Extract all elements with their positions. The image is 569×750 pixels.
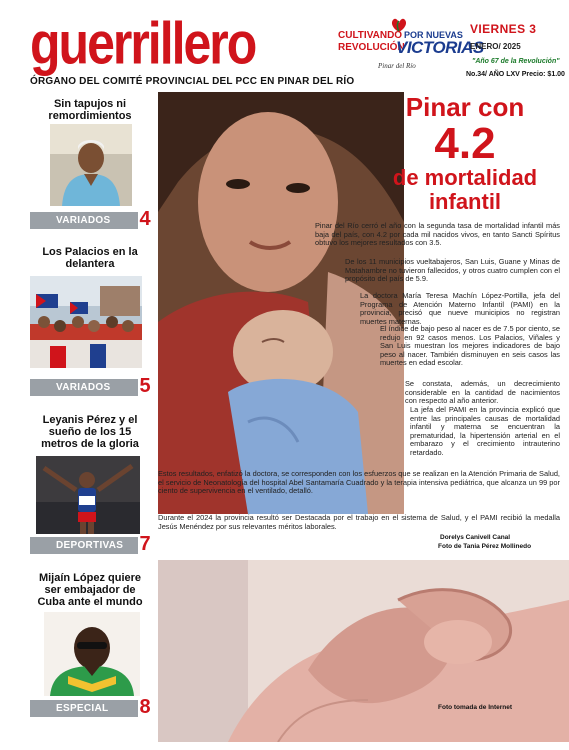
story-photo[interactable] [30, 276, 142, 368]
campaign-line4: VICTORIAS [396, 38, 484, 57]
page-number[interactable]: 4 [139, 208, 151, 230]
article-paragraph: El índice de bajo peso al nacer es de 7.5 por ciento, se redujo en 92 casos menos. Los Palacios, Viñales y San Luis muestran los mejores indicadores de bajo peso al nacer. También disminuyen en seis casos las muertes en edad escolar. [380, 324, 560, 368]
story-photo[interactable] [36, 456, 140, 534]
article-paragraph: Estos resultados, enfatizó la doctora, se corresponden con los esfuerzos que se realizan en la Atención Primaria de Salud, el servicio de Neonatología del hospital Abel Santamaría Cuadrado y la terapia intensiva pediátrica, que alcanza un 99 por ciento de supervivencia en el ventilado, detalló. [158, 469, 560, 496]
hands-image [158, 560, 569, 742]
campaign-line3: POR NUEVAS [404, 30, 463, 40]
sidebar [0, 92, 150, 750]
story-title: Mijaín López quiere ser embajador de Cuba ante el mundo [37, 572, 143, 608]
article-paragraph: Se constata, además, un decrecimiento considerable en la cantidad de nacimientos con respecto al año anterior. [405, 379, 560, 406]
sidebar-story[interactable] [30, 246, 150, 270]
section-bar [0, 208, 151, 230]
date-block [470, 22, 562, 51]
photo-credit: Foto de Tania Pérez Mollinedo [438, 543, 532, 550]
story-photo[interactable] [44, 612, 140, 696]
wrestler-portrait-image [44, 612, 140, 696]
section-label: VARIADOS [30, 379, 138, 396]
section-bar [0, 533, 151, 555]
section-bar [0, 375, 151, 397]
masthead [0, 0, 569, 92]
story-title: Sin tapujos ni remordimientos [48, 98, 132, 122]
story-photo[interactable] [50, 124, 132, 206]
campaign-line1: CULTIVANDO [338, 30, 403, 41]
baby-hand-photo [158, 560, 569, 742]
campaign-logo [338, 20, 484, 78]
athlete-image [36, 456, 140, 534]
sidebar-story[interactable] [30, 98, 150, 122]
issue-date: ENERO/ 2025 [470, 42, 521, 51]
bottom-photo-credit: Foto tomada de Internet [438, 704, 513, 711]
page-number[interactable]: 8 [139, 696, 151, 718]
article-paragraph: Pinar del Río cerró el año con la segunda tasa de mortalidad infantil más baja del país, con 4.2 por cada mil nacidos vivos, en tanto Sancti Spíritus obtuvo los mejores resultados con 3.5. [315, 221, 560, 248]
section-label: VARIADOS [30, 212, 138, 229]
man-portrait-image [50, 124, 132, 206]
page-number[interactable]: 7 [139, 533, 151, 555]
crowd-rally-image [30, 276, 142, 368]
headline-line1: Pinar con [405, 92, 525, 122]
day-of-week: VIERNES 3 [470, 22, 537, 36]
year-motto: "Año 67 de la Revolución" [472, 58, 560, 65]
article-paragraph: La jefa del PAMI en la provincia explicó que entre las principales causas de mortalidad infantil y materna se encuentran la prematuridad, la hipertensión arterial en el embarazo y el crecimiento intrauterino retardado. [410, 405, 560, 457]
article-paragraph: La doctora María Teresa Machín López-Portilla, jefa del Programa de Atención Materno Infantil (PAMI) en la provincia, precisó que nueve municipios no registran muertes maternas. [360, 291, 560, 326]
campaign-sub: Pinar del Río [378, 62, 416, 70]
story-title: Leyanis Pérez y el sueño de los 15 metros de la gloria [41, 414, 139, 450]
campaign-line2: REVOLUCIÓN [338, 42, 405, 53]
sidebar-story[interactable] [30, 414, 150, 450]
main-headline[interactable] [370, 92, 560, 214]
sidebar-story[interactable] [30, 572, 150, 608]
story-title: Los Palacios en la delantera [42, 246, 138, 270]
issue-info: No.34/ AÑO LXV Precio: $1.00 [466, 71, 565, 78]
headline-number: 4.2 [434, 119, 496, 168]
organ-subtitle: ÓRGANO DEL COMITÉ PROVINCIAL DEL PCC EN PINAR DEL RÍO [30, 76, 355, 87]
section-label: ESPECIAL [30, 700, 138, 717]
newspaper-logo[interactable]: guerrillero [30, 10, 256, 77]
page-number[interactable]: 5 [139, 375, 151, 397]
headline-line3: de mortalidad infantil [392, 165, 538, 214]
section-label: DEPORTIVAS [30, 537, 138, 554]
author-credit: Dorelys Canivell Canal [440, 534, 511, 541]
section-bar [0, 696, 151, 718]
article-paragraph: Durante el 2024 la provincia resultó ser Destacada por el trabajo en el sistema de Salud, y el PAMI recibió la medalla Jesús Menéndez por sus relevantes méritos laborales. [158, 513, 560, 531]
article-paragraph: De los 11 municipios vueltabajeros, San Luis, Guane y Minas de Matahambre no tuvieron fallecidos, y otros cuatro cumplen con el propósito del país de 5.9. [345, 257, 560, 284]
